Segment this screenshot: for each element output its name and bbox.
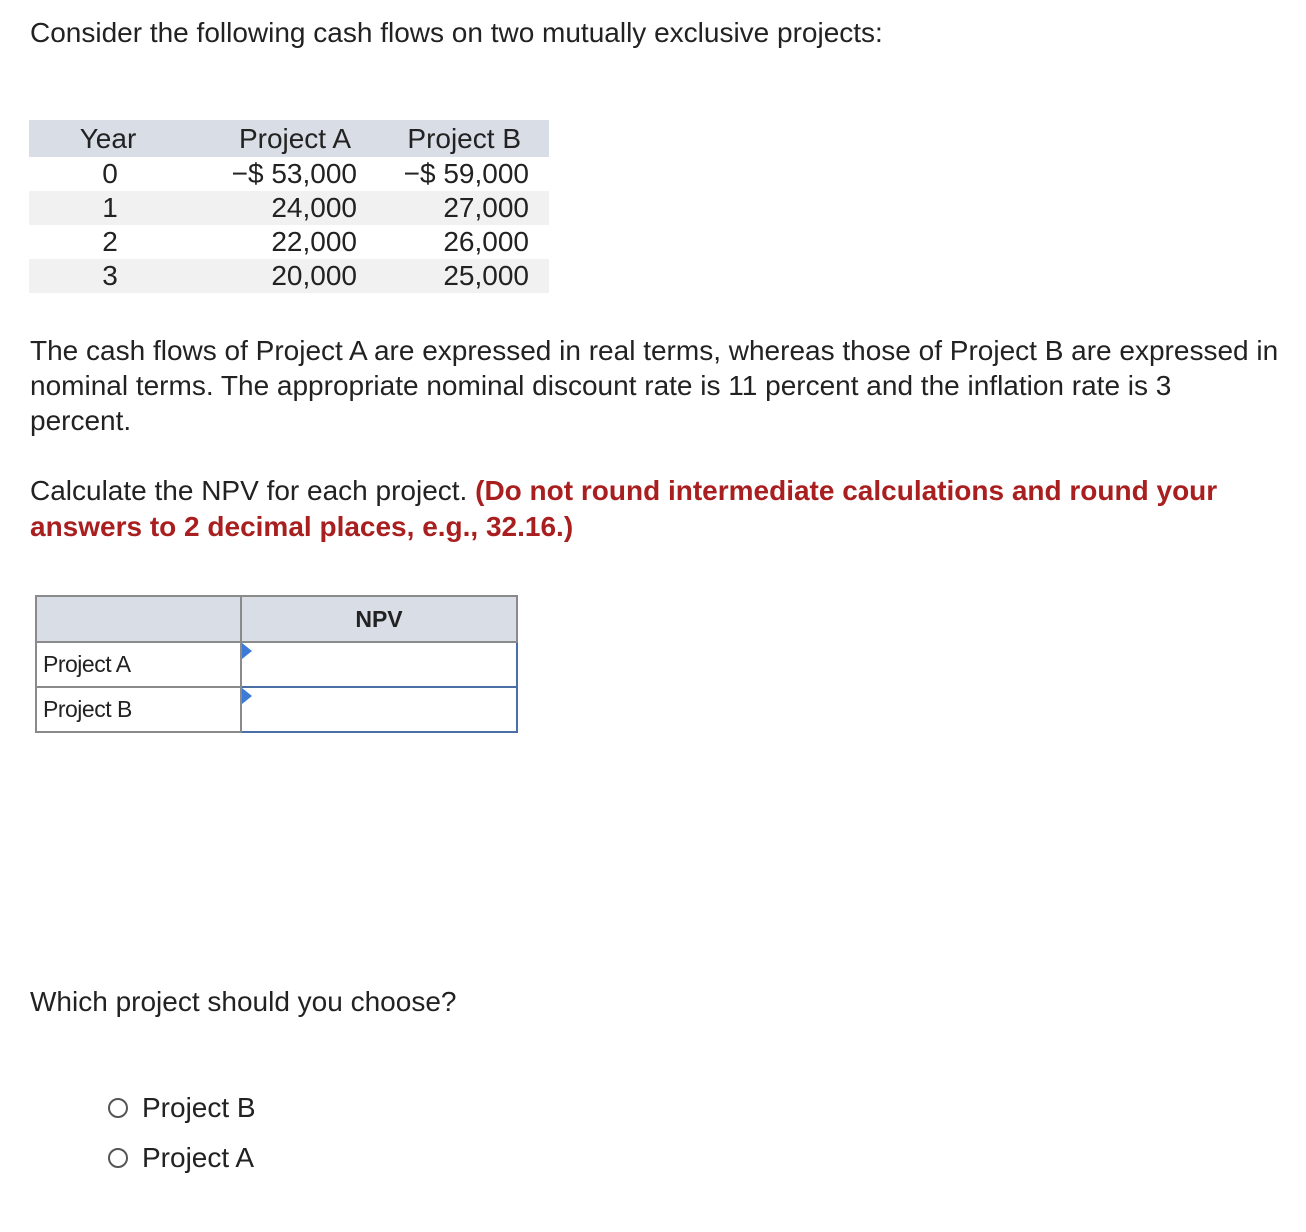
option-label: Project A xyxy=(142,1142,255,1173)
npv-input-cell-project-b xyxy=(241,687,517,732)
project-a-cell: 20,000 xyxy=(191,259,359,293)
instruction-emphasis: (Do not round intermediate calculations and round your answers to 2 decimal places, e.g., 32.16.) xyxy=(30,475,1218,542)
npv-header: NPV xyxy=(241,596,517,642)
npv-input-project-a[interactable] xyxy=(242,645,516,685)
cash-flow-header-row xyxy=(29,120,549,157)
instruction xyxy=(30,473,1280,545)
npv-answer-table xyxy=(35,595,518,733)
project-b-cell: 27,000 xyxy=(359,191,549,225)
table-row xyxy=(29,225,549,259)
table-row xyxy=(36,642,517,687)
answer-marker-icon xyxy=(242,688,252,704)
npv-input-cell-project-a xyxy=(241,642,517,687)
npv-header-blank xyxy=(36,596,241,642)
npv-row-label-project-b: Project B xyxy=(36,687,241,732)
project-b-cell: 26,000 xyxy=(443,226,529,257)
cash-flow-table xyxy=(29,120,549,293)
npv-row-label-project-a: Project A xyxy=(36,642,241,687)
table-row xyxy=(36,687,517,732)
choice-question: Which project should you choose? xyxy=(30,986,457,1017)
option-project-b[interactable] xyxy=(108,1083,256,1133)
radio-button[interactable] xyxy=(108,1098,128,1118)
instruction-text: Calculate the NPV for each project. xyxy=(30,475,476,506)
project-a-cell: 22,000 xyxy=(271,226,357,257)
project-b-cell: 25,000 xyxy=(359,259,549,293)
table-row xyxy=(29,157,549,191)
header-project-a: Project A xyxy=(191,120,359,157)
year-cell: 2 xyxy=(102,226,118,257)
radio-button[interactable] xyxy=(108,1148,128,1168)
choice-options xyxy=(108,1083,256,1183)
option-project-a[interactable] xyxy=(108,1133,256,1183)
project-a-cell: −$ 53,000 xyxy=(231,158,357,189)
npv-input-project-b[interactable] xyxy=(242,690,516,730)
table-row xyxy=(29,259,549,293)
year-cell: 1 xyxy=(29,191,191,225)
project-a-cell: 24,000 xyxy=(191,191,359,225)
problem-description: The cash flows of Project A are expressed in real terms, whereas those of Project B are expressed in nominal terms. The appropriate nominal discount rate is 11 percent and the inflation rate is 3 percent. xyxy=(30,335,1279,436)
answer-marker-icon xyxy=(242,643,252,659)
project-b-cell: −$ 59,000 xyxy=(403,158,529,189)
intro-text: Consider the following cash flows on two mutually exclusive projects: xyxy=(30,17,883,48)
table-row xyxy=(29,191,549,225)
npv-header-row xyxy=(36,596,517,642)
header-project-b: Project B xyxy=(359,120,549,157)
header-year: Year xyxy=(29,120,191,157)
option-label: Project B xyxy=(142,1092,256,1123)
year-cell: 0 xyxy=(102,158,118,189)
year-cell: 3 xyxy=(29,259,191,293)
